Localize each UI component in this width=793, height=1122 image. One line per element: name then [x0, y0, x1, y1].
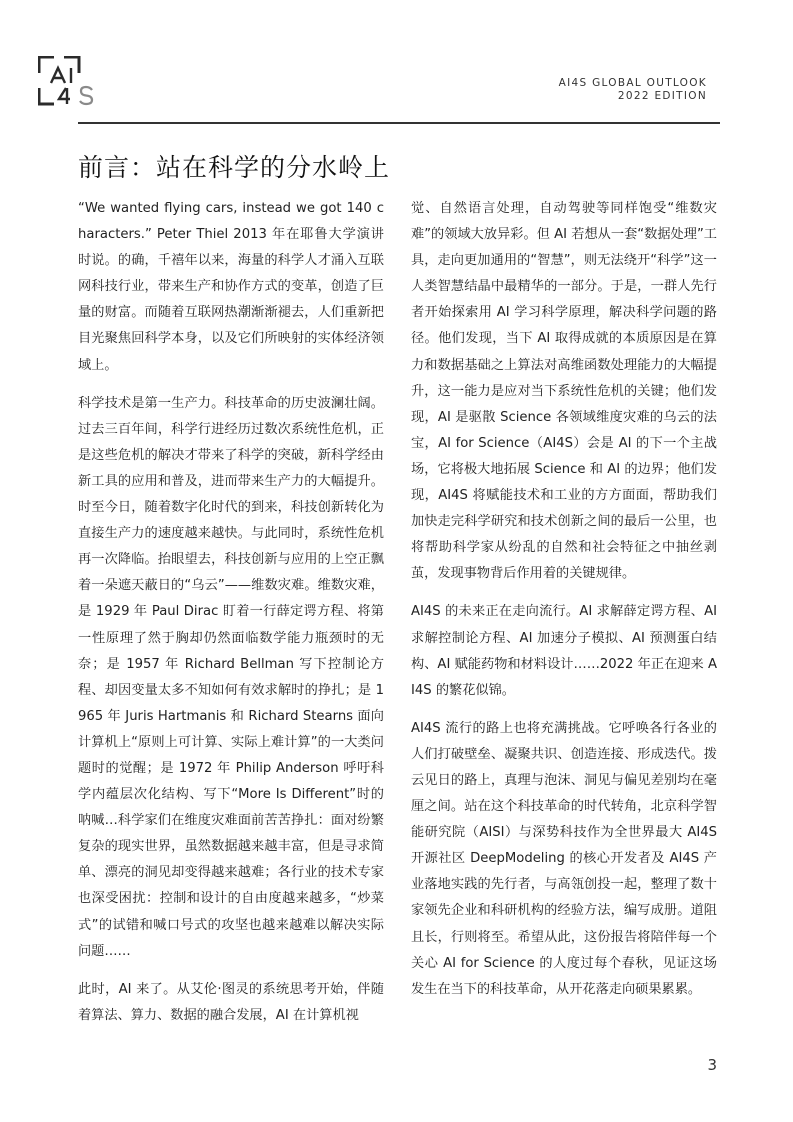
- report-edition: 2022 EDITION: [617, 90, 707, 102]
- left-column: [78, 196, 384, 1041]
- page-number: 3: [707, 1056, 717, 1074]
- ai4s-logo-mark: [38, 56, 98, 108]
- report-header: [559, 77, 707, 103]
- paragraph: 科学技术是第一生产力。科技革命的历史波澜壮阔。过去三百年间，科学行进经历过数次系统性危机，正是这些危机的解决才带来了科学的突破，新科学经由新工具的应用和普及，进而带来生产力的大幅提升。时至今日，随着数字化时代的到来，科技创新转化为直接生产力的速度越来越快。与此同时，系统性危机再一次降临。抬眼望去，科技创新与应用的上空正飘着一朵遮天蔽日的“乌云”——维数灾难。维数灾难，是 1929 年 Paul Dirac 盯着一行薛定谔方程、将第一性原理了然于胸却仍然面临数学能力瓶颈时的无奈；是 1957 年 Richard Bellman 写下控制论方程、却因变量太多不知如何有效求解时的挣扎；是 1965 年 Juris Hartmanis 和 Richard Stearns 面向计算机上“原则上可计算、实际上难计算”的一大类问题时的觉醒；是 1972 年 Philip Anderson 呼吁科学内蕴层次化结构、写下“More Is Different”时的呐喊…科学家们在维度灾难面前苦苦挣扎：面对纷繁复杂的现实世界，虽然数据越来越丰富，但是寻求简单、漂亮的洞见却变得越来越难；各行业的技术专家也深受困扰：控制和设计的自由度越来越多，“炒菜式”的试错和喊口号式的攻坚也越来越难以解决实际问题……: [78, 395, 384, 959]
- ai4s-logo: [38, 56, 98, 108]
- right-column: [411, 196, 717, 1015]
- header-divider: [78, 122, 720, 124]
- paragraph: 觉、自然语言处理，自动驾驶等同样饱受“维数灾难”的领域大放异彩。但 AI 若想从一套“数据处理”工具，走向更加通用的“智慧”，则无法绕开“科学”这一人类智慧结晶中最精华的一部分。于是，一群人先行者开始探索用 AI 学习科学原理，解决科学问题的路径。他们发现，当下 AI 取得成就的本质原因是在算力和数据基础之上算法对高维函数处理能力的大幅提升，这一能力是应对当下系统性危机的关键；他们发现，AI 是驱散 Science 各领域维度灾难的乌云的法宝，AI for Science（AI4S）会是 AI 的下一个主战场，它将极大地拓展 Science 和 AI 的边界；他们发现，AI4S 将赋能技术和工业的方方面面，帮助我们加快走完科学研究和技术创新之间的最后一公里，也将帮助科学家从纷乱的自然和社会特征之中抽丝剥茧，发现事物背后作用着的关键规律。: [411, 201, 717, 582]
- paragraph: 此时，AI 来了。从艾伦·图灵的系统思考开始，伴随着算法、算力、数据的融合发展，AI 在计算机视: [78, 981, 384, 1023]
- paragraph: AI4S 的未来正在走向流行。AI 求解薛定谔方程、AI 求解控制论方程、AI 加速分子模拟、AI 预测蛋白结构、AI 赋能药物和材料设计……2022 年正在迎来 AI4S 的繁花似锦。: [411, 604, 717, 698]
- paragraph: “We wanted flying cars, instead we got 140 characters.” Peter Thiel 2013 年在耶鲁大学演讲时说。的确，千禧年以来，海量的科学人才涌入互联网科技行业，带来生产和协作方式的变革，创造了巨量的财富。而随着互联网热潮渐渐褪去，人们重新把目光聚焦回科学本身，以及它们所映射的实体经济领域上。: [78, 201, 384, 373]
- paragraph: AI4S 流行的路上也将充满挑战。它呼唤各行各业的人们打破壁垒、凝聚共识、创造连接、形成迭代。拨云见日的路上，真理与泡沫、洞见与偏见差别均在毫厘之间。站在这个科技革命的时代转角，北京科学智能研究院（AISI）与深势科技作为全世界最大 AI4S 开源社区 DeepModeling 的核心开发者及 AI4S 产业落地实践的先行者，与高瓴创投一起，整理了数十家领先企业和科研机构的经验方法，编写成册。道阻且长，行则将至。希望从此，这份报告将陪伴每一个关心 AI for Science 的人度过每个春秋，见证这场发生在当下的科技革命，从开花落走向硕果累累。: [411, 720, 717, 997]
- page-title: 前言：站在科学的分水岭上: [78, 153, 391, 182]
- report-name: AI4S GLOBAL OUTLOOK: [558, 77, 707, 89]
